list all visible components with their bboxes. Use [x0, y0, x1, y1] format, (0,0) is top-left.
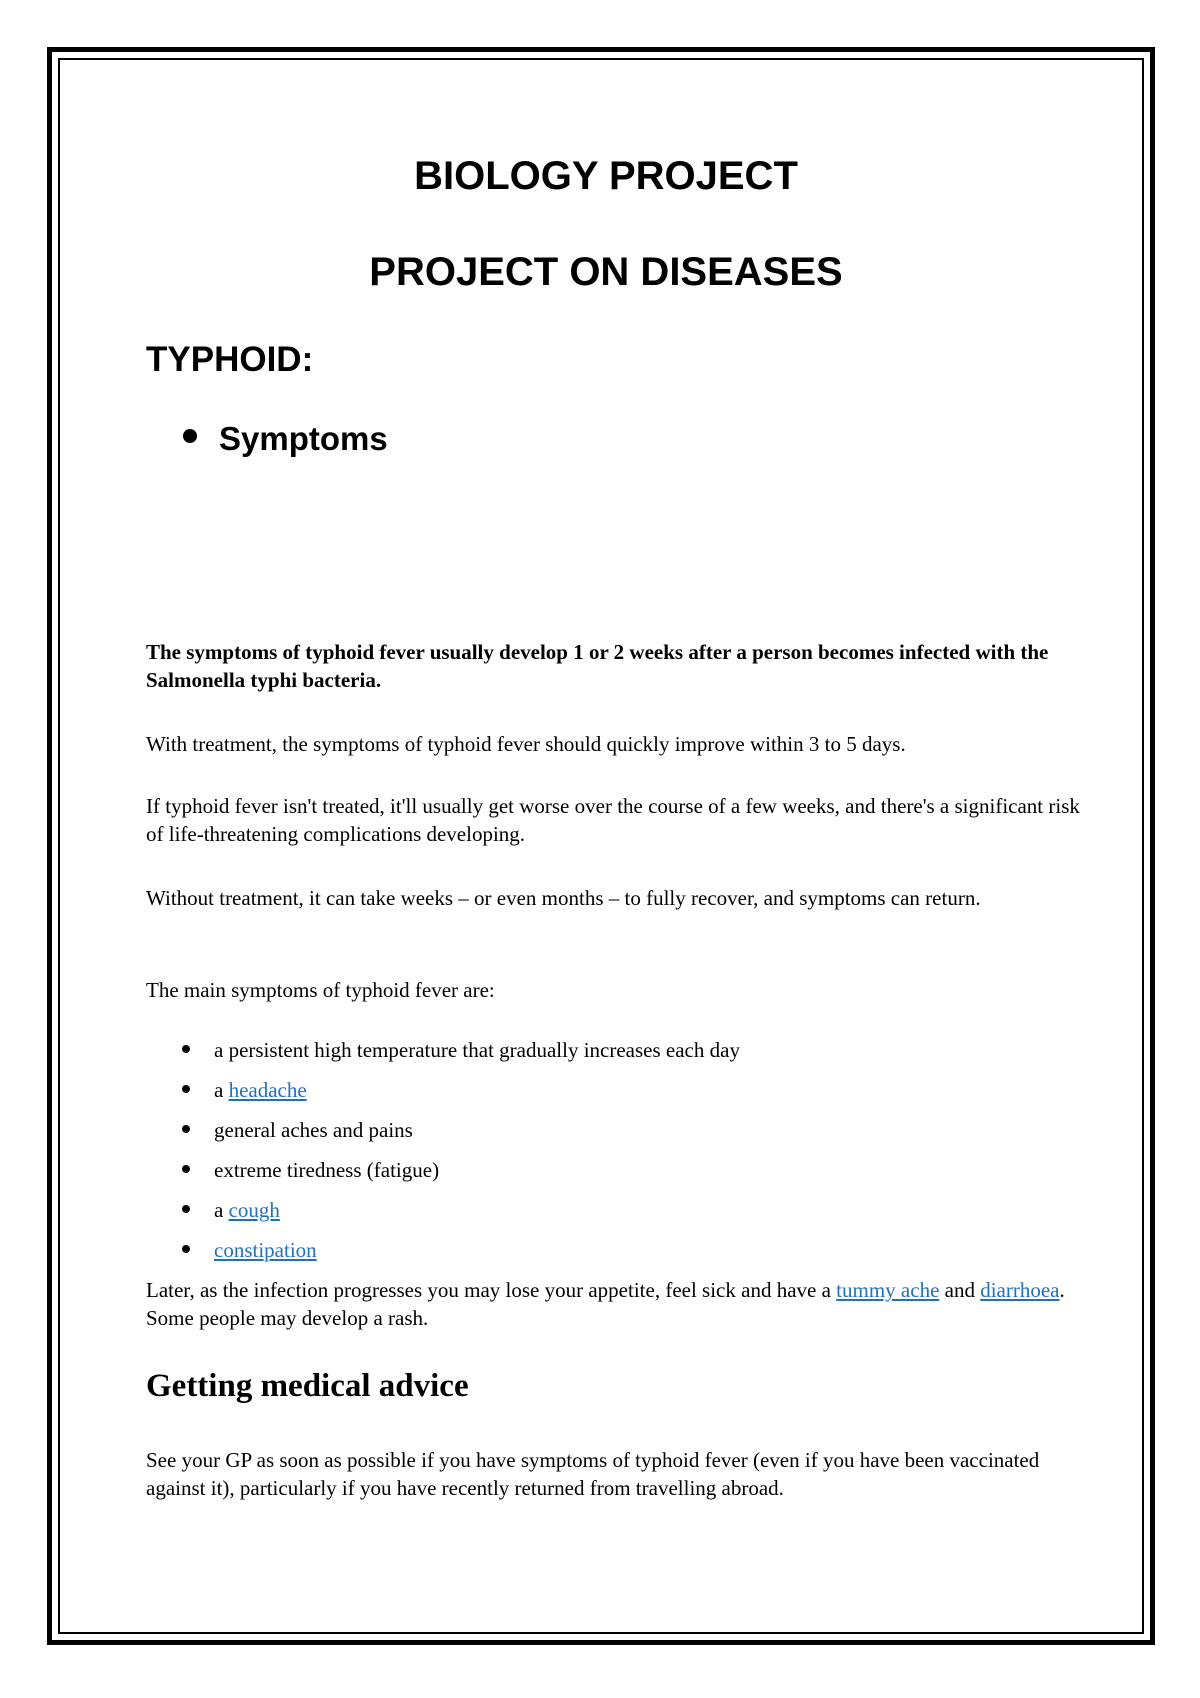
- list-item-text: a persistent high temperature that gradually increases each day: [214, 1038, 740, 1062]
- list-item: [182, 1156, 740, 1196]
- link-constipation[interactable]: constipation: [214, 1238, 317, 1262]
- paragraph-gp-advice: See your GP as soon as possible if you have symptoms of typhoid fever (even if you have been vaccinated against it), particularly if you have recently returned from travelling abroad.: [146, 1448, 1040, 1500]
- later-text-1: Later, as the infection progresses you may lose your appetite, feel sick and have a: [146, 1278, 837, 1302]
- bullet-icon: [182, 1245, 190, 1253]
- list-item-text: general aches and pains: [214, 1118, 413, 1142]
- heading-medical-advice: Getting medical advice: [146, 1368, 469, 1404]
- intro-paragraph: The symptoms of typhoid fever usually develop 1 or 2 weeks after a person becomes infected with the Salmonella typhi bacteria.: [146, 640, 1049, 692]
- subsection-label: Symptoms: [219, 420, 388, 457]
- link-diarrhoea[interactable]: diarrhoea: [980, 1278, 1060, 1302]
- link-headache[interactable]: headache: [228, 1078, 307, 1102]
- bullet-icon: [182, 1165, 190, 1173]
- paragraph-main-symptoms: The main symptoms of typhoid fever are:: [146, 978, 495, 1002]
- later-text-3: . Some people may develop a rash.: [146, 1278, 1065, 1330]
- paragraph-untreated: If typhoid fever isn't treated, it'll usually get worse over the course of a few weeks, and there's a significant risk of life-threatening complications developing.: [146, 794, 1080, 846]
- document-subtitle: PROJECT ON DISEASES: [369, 250, 843, 294]
- document-title: BIOLOGY PROJECT: [414, 154, 798, 198]
- bullet-icon: [182, 1045, 190, 1053]
- list-item: [182, 1236, 740, 1276]
- list-item: [182, 1196, 740, 1236]
- bullet-icon: [182, 1125, 190, 1133]
- paragraph-recovery: Without treatment, it can take weeks – or even months – to fully recover, and symptoms can return.: [146, 886, 981, 910]
- paragraph-later: [146, 1276, 1081, 1332]
- symptoms-list: [182, 1036, 740, 1276]
- list-item: [182, 1076, 740, 1116]
- list-item-text: a: [214, 1198, 229, 1222]
- link-cough[interactable]: cough: [228, 1198, 280, 1222]
- link-tummy-ache[interactable]: tummy ache: [836, 1278, 940, 1302]
- later-text-2: and: [939, 1278, 981, 1302]
- list-item: [182, 1116, 740, 1156]
- list-item: [182, 1036, 740, 1076]
- section-heading-typhoid: TYPHOID:: [146, 340, 314, 379]
- bullet-icon: [183, 429, 197, 443]
- paragraph-treatment: With treatment, the symptoms of typhoid fever should quickly improve within 3 to 5 days.: [146, 732, 906, 756]
- bullet-icon: [182, 1085, 190, 1093]
- list-item-text: extreme tiredness (fatigue): [214, 1158, 440, 1182]
- bullet-icon: [182, 1205, 190, 1213]
- subsection-bullet-symptoms: [183, 420, 388, 458]
- list-item-text: a: [214, 1078, 229, 1102]
